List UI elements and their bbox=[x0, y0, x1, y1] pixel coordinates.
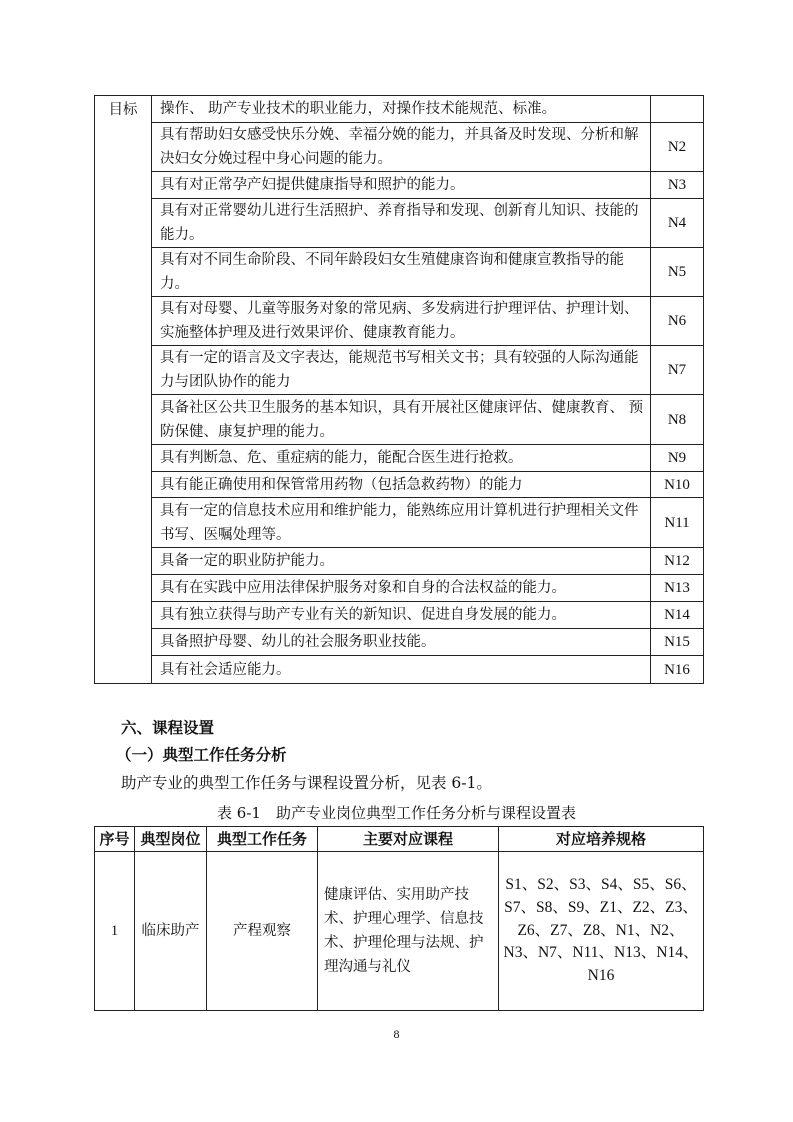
cell-task: 产程观察 bbox=[207, 852, 318, 1011]
requirement-code: N4 bbox=[651, 199, 704, 248]
requirement-code: N10 bbox=[651, 472, 704, 498]
requirement-code: N5 bbox=[651, 248, 704, 297]
table-header-row bbox=[95, 827, 704, 852]
requirement-code: N16 bbox=[651, 656, 704, 684]
table-row bbox=[95, 248, 704, 297]
cell-spec: S1、S2、S3、S4、S5、S6、S7、S8、S9、Z1、Z2、Z3、Z6、Z7、Z8、N1、N2、N3、N7、N11、N13、N14、N16 bbox=[499, 852, 704, 1011]
requirement-text: 具有一定的语言及文字表达，能规范书写相关文书；具有较强的人际沟通能力与团队协作的能力 bbox=[152, 346, 651, 395]
header-no: 序号 bbox=[95, 827, 135, 852]
requirement-text: 具有帮助妇女感受快乐分娩、幸福分娩的能力，并具备及时发现、分析和解决妇女分娩过程中身心问题的能力。 bbox=[152, 123, 651, 172]
requirement-code: N9 bbox=[651, 445, 704, 472]
requirement-text: 具备照护母婴、幼儿的社会服务职业技能。 bbox=[152, 629, 651, 656]
requirement-text: 具有对正常婴幼儿进行生活照护、养育指导和发现、创新育儿知识、技能的能力。 bbox=[152, 199, 651, 248]
intro-paragraph: 助产专业的典型工作任务与课程设置分析，见表 6-1。 bbox=[121, 774, 492, 792]
cell-courses: 健康评估、实用助产技术、护理心理学、信息技术、护理伦理与法规、护理沟通与礼仪 bbox=[318, 852, 499, 1011]
table-row bbox=[95, 602, 704, 629]
table-row bbox=[95, 575, 704, 602]
requirement-text: 具有一定的信息技术应用和维护能力，能熟练应用计算机进行护理相关文件书写、医嘱处理等。 bbox=[152, 498, 651, 548]
table-row bbox=[95, 297, 704, 346]
requirement-code: N3 bbox=[651, 172, 704, 199]
task-analysis-table bbox=[94, 826, 704, 1011]
requirement-text: 具有在实践中应用法律保护服务对象和自身的合法权益的能力。 bbox=[152, 575, 651, 602]
requirement-text: 具有对正常孕产妇提供健康指导和照护的能力。 bbox=[152, 172, 651, 199]
header-task: 典型工作任务 bbox=[207, 827, 318, 852]
cell-post: 临床助产 bbox=[135, 852, 207, 1011]
header-post: 典型岗位 bbox=[135, 827, 207, 852]
page-number: 8 bbox=[393, 1027, 400, 1041]
requirement-text: 具有独立获得与助产专业有关的新知识、促进自身发展的能力。 bbox=[152, 602, 651, 629]
table-row bbox=[95, 445, 704, 472]
section-heading: 六、课程设置 bbox=[121, 718, 215, 737]
table-row bbox=[95, 472, 704, 498]
requirement-text: 操作、 助产专业技术的职业能力，对操作技术能规范、标准。 bbox=[152, 96, 651, 123]
subsection-heading: （一）典型工作任务分析 bbox=[116, 745, 287, 764]
table-row bbox=[95, 656, 704, 684]
requirement-code: N6 bbox=[651, 297, 704, 346]
requirement-text: 具有判断急、危、重症病的能力，能配合医生进行抢救。 bbox=[152, 445, 651, 472]
header-courses: 主要对应课程 bbox=[318, 827, 499, 852]
requirement-code: N13 bbox=[651, 575, 704, 602]
row-label: 目标 bbox=[95, 96, 152, 684]
table-row bbox=[95, 199, 704, 248]
requirement-text: 具有能正确使用和保管常用药物（包括急救药物）的能力 bbox=[152, 472, 651, 498]
objectives-table bbox=[94, 95, 704, 684]
requirement-code: N8 bbox=[651, 395, 704, 445]
requirement-text: 具备一定的职业防护能力。 bbox=[152, 548, 651, 575]
table-row bbox=[95, 346, 704, 395]
requirement-code: N7 bbox=[651, 346, 704, 395]
table-row bbox=[95, 395, 704, 445]
table-row bbox=[95, 172, 704, 199]
table-row bbox=[95, 548, 704, 575]
table-row bbox=[95, 123, 704, 172]
requirement-code: N14 bbox=[651, 602, 704, 629]
requirement-code: N15 bbox=[651, 629, 704, 656]
requirement-text: 具有社会适应能力。 bbox=[152, 656, 651, 684]
requirement-code: N12 bbox=[651, 548, 704, 575]
table-row bbox=[95, 498, 704, 548]
table-caption: 表 6-1 助产专业岗位典型工作任务分析与课程设置表 bbox=[217, 804, 576, 822]
requirement-code bbox=[651, 96, 704, 123]
header-spec: 对应培养规格 bbox=[499, 827, 704, 852]
requirement-text: 具有对母婴、儿童等服务对象的常见病、多发病进行护理评估、护理计划、 实施整体护理及进行效果评价、健康教育能力。 bbox=[152, 297, 651, 346]
requirement-code: N11 bbox=[651, 498, 704, 548]
requirement-text: 具有对不同生命阶段、不同年龄段妇女生殖健康咨询和健康宣教指导的能力。 bbox=[152, 248, 651, 297]
requirement-text: 具备社区公共卫生服务的基本知识，具有开展社区健康评估、健康教育、 预防保健、康复护理的能力。 bbox=[152, 395, 651, 445]
table-row bbox=[95, 629, 704, 656]
table-row bbox=[95, 852, 704, 1011]
cell-no: 1 bbox=[95, 852, 135, 1011]
requirement-code: N2 bbox=[651, 123, 704, 172]
table-row bbox=[95, 96, 704, 123]
